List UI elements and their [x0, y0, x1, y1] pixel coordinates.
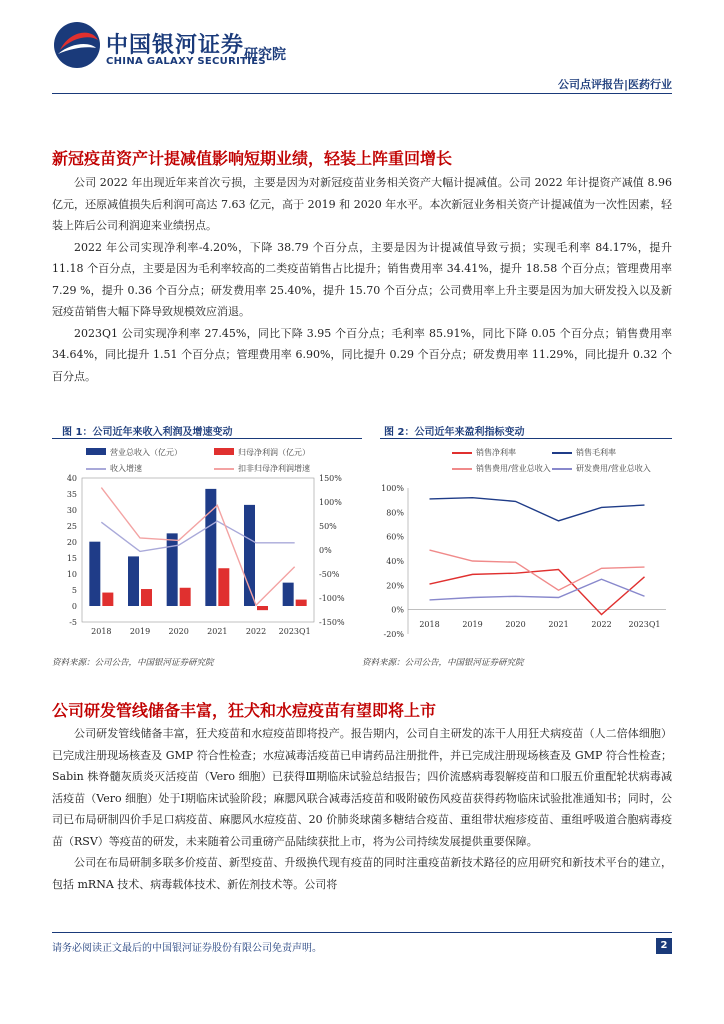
page-number: 2 — [656, 938, 672, 954]
report-type: 公司点评报告|医药行业 — [557, 78, 672, 91]
disclaimer: 请务必阅读正文最后的中国银河证券股份有限公司免责声明。 — [52, 943, 322, 954]
y-right-tick-label: -100% — [319, 594, 345, 603]
y-tick-label: 100% — [381, 484, 404, 493]
legend-item: 销售净利率 — [452, 447, 516, 458]
legend-item: 销售毛利率 — [552, 447, 616, 458]
bar — [218, 568, 229, 606]
company-name-en: CHINA GALAXY SECURITIES — [106, 56, 266, 67]
figure1-title-rule — [52, 438, 362, 439]
y-tick-label: 40% — [386, 557, 404, 566]
galaxy-logo-icon — [52, 20, 102, 70]
bar — [102, 593, 113, 606]
x-tick-label: 2019 — [462, 620, 483, 629]
x-tick-label: 2023Q1 — [628, 620, 661, 629]
x-tick-label: 2023Q1 — [278, 627, 311, 636]
y-right-tick-label: -50% — [319, 570, 340, 579]
series-line — [430, 579, 645, 600]
section1-body — [52, 172, 672, 387]
x-tick-label: 2019 — [129, 627, 151, 636]
bar — [128, 556, 139, 606]
bar — [141, 589, 152, 606]
paragraph: 2023Q1 公司实现净利率 27.45%，同比下降 3.95 个百分点；毛利率 85.91%，同比下降 0.05 个百分点；销售费用率 34.64%，同比提升 1.51 个百分点；管理费用率 6.90%，同比提升 0.29 个百分点；研发费用率 11.29%，同比提升 0.32 个百分点。 — [52, 326, 672, 383]
bar — [283, 583, 294, 606]
bar — [89, 542, 100, 606]
institute-name: 研究院 — [244, 47, 286, 63]
y-right-tick-label: 0% — [319, 546, 332, 555]
y-tick-label: 0% — [391, 605, 404, 615]
y-left-tick-label: 40 — [66, 474, 77, 483]
y-left-tick-label: 10 — [66, 570, 77, 579]
y-tick-label: 20% — [386, 581, 404, 591]
bar — [205, 489, 216, 606]
paragraph: 公司 2022 年出现近年来首次亏损，主要是因为对新冠疫苗业务相关资产大幅计提减值。公司 2022 年计提资产减值 8.96 亿元，还原减值损失后利润可高达 7.63 亿元，高于 2019 和 2020 年水平。本次新冠业务相关资产计提减值为一次性因素，轻装上阵后公司利润迎来业绩拐点。 — [52, 176, 672, 232]
bar — [257, 606, 268, 610]
section2-title: 公司研发管线储备丰富，狂犬和水痘疫苗有望即将上市 — [52, 701, 437, 720]
footer-rule — [52, 932, 672, 933]
figure1-source: 资料来源：公司公告，中国银河证券研究院 — [52, 658, 214, 668]
series-line — [430, 498, 645, 521]
legend-item: 收入增速 — [86, 463, 142, 474]
y-left-tick-label: 5 — [71, 586, 77, 595]
figure2-title-rule — [380, 438, 672, 439]
figure2-source: 资料来源：公司公告，中国银河证券研究院 — [362, 658, 524, 668]
legend-item: 营业总收入（亿元） — [86, 447, 182, 458]
x-tick-label: 2022 — [245, 627, 267, 636]
plot-frame — [82, 478, 314, 622]
y-left-tick-label: 20 — [66, 538, 77, 547]
figure2-chart — [376, 478, 676, 640]
x-tick-label: 2020 — [168, 627, 189, 636]
y-tick-label: 60% — [386, 532, 404, 542]
figure2-title: 图 2：公司近年来盈利指标变动 — [384, 427, 525, 438]
legend-item: 归母净利润（亿元） — [214, 447, 310, 458]
y-left-tick-label: 35 — [66, 490, 77, 499]
y-right-tick-label: 50% — [319, 522, 337, 531]
section2-body — [52, 723, 672, 895]
legend-item: 扣非归母净利润增速 — [214, 463, 310, 474]
y-tick-label: -20% — [383, 630, 404, 639]
y-left-tick-label: 30 — [66, 506, 77, 515]
logo — [52, 20, 102, 70]
y-tick-label: 80% — [386, 508, 404, 518]
header-rule — [52, 93, 672, 94]
x-tick-label: 2022 — [591, 620, 612, 629]
y-left-tick-label: 15 — [66, 554, 77, 563]
x-tick-label: 2021 — [548, 620, 569, 629]
paragraph: 2022 年公司实现净利率-4.20%，下降 38.79 个百分点，主要是因为计提减值导致亏损；实现毛利率 84.17%，提升 11.18 个百分点，主要是因为毛利率较高的二类疫苗销售占比提升；销售费用率 34.41%，提升 18.58 个百分点；管理费用率 7.29 %，提升 0.36 个百分点；研发费用率 25.40%，提升 15.70 个百分点；公司费用率上升主要是因为加大研发投入以及新冠疫苗销售大幅下降导致规模效应消退。 — [52, 240, 672, 318]
legend-item: 研发费用/营业总收入 — [552, 463, 651, 474]
section1-title: 新冠疫苗资产计提减值影响短期业绩，轻装上阵重回增长 — [52, 149, 453, 168]
figure1-title: 图 1：公司近年来收入利润及增速变动 — [62, 427, 233, 438]
x-tick-label: 2021 — [207, 627, 228, 636]
x-tick-label: 2020 — [505, 620, 526, 629]
bar — [180, 588, 191, 606]
x-tick-label: 2018 — [91, 627, 112, 636]
company-name-cn: 中国银河证券 — [106, 33, 245, 58]
x-tick-label: 2018 — [419, 620, 440, 629]
y-left-tick-label: -5 — [69, 618, 77, 627]
bar — [296, 600, 307, 606]
legend-item: 销售费用/营业总收入 — [452, 463, 551, 474]
y-left-tick-label: 25 — [66, 522, 77, 531]
y-right-tick-label: 150% — [319, 474, 342, 483]
y-left-tick-label: 0 — [71, 602, 77, 611]
figure1-chart — [52, 472, 372, 637]
paragraph: 公司在布局研制多联多价疫苗、新型疫苗、升级换代现有疫苗的同时注重疫苗新技术路径的应用研究和新技术平台的建立，包括 mRNA 技术、病毒载体技术、新佐剂技术等。公司将 — [52, 856, 672, 891]
paragraph: 公司研发管线储备丰富，狂犬疫苗和水痘疫苗即将投产。报告期内，公司自主研发的冻干人用狂犬病疫苗（人二倍体细胞）已完成注册现场核查及 GMP 符合性检查；水痘减毒活疫苗已申请药品注册批件，并已完成注册现场核查及 GMP 符合性检查；Sabin 株脊髓灰质炎灭活疫苗（Vero 细胞）已获得Ⅲ期临床试验总结报告；四价流感病毒裂解疫苗和口服五价重配轮状病毒减活疫苗（Vero 细胞）处于Ⅰ期临床试验阶段；麻腮风联合减毒活疫苗和吸附破伤风疫苗获得药物临床试验批准通知书；同时，公司已布局研制四价手足口病疫苗、麻腮风水痘疫苗、20 价肺炎球菌多糖结合疫苗、重组带状疱疹疫苗、重组呼吸道合胞病毒疫苗（RSV）等疫苗的研发，未来随着公司重磅产品陆续获批上市，将为公司持续发展提供重要保障。 — [52, 727, 672, 848]
bar — [244, 505, 255, 606]
bar — [167, 533, 178, 606]
y-right-tick-label: -150% — [319, 618, 345, 627]
y-right-tick-label: 100% — [319, 498, 342, 507]
